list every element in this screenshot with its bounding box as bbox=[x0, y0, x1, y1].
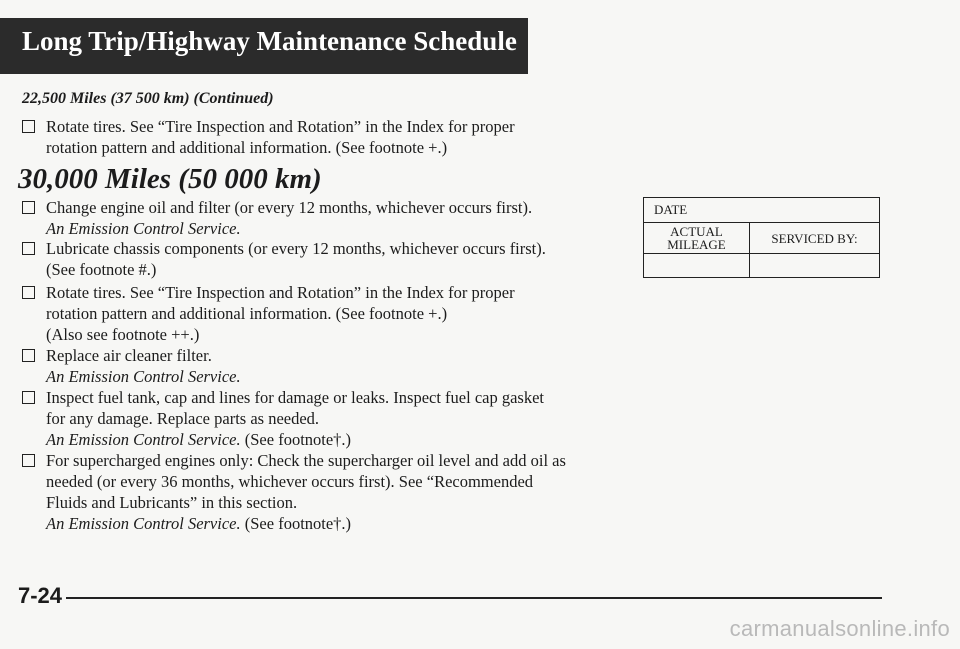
checklist-item bbox=[22, 116, 515, 158]
section-heading: 30,000 Miles (50 000 km) bbox=[18, 163, 322, 195]
checklist-item bbox=[22, 197, 532, 239]
checklist-item bbox=[22, 345, 241, 387]
item-line: Rotate tires. See “Tire Inspection and Rotation” in the Index for proper bbox=[46, 283, 515, 302]
item-line: (See footnote #.) bbox=[46, 260, 157, 279]
item-line: rotation pattern and additional information. (See footnote +.) bbox=[46, 304, 448, 323]
footnote-ref: (See footnote†.) bbox=[240, 514, 352, 533]
continued-heading: 22,500 Miles (37 500 km) (Continued) bbox=[22, 90, 274, 107]
item-line: Change engine oil and filter (or every 12 months, whichever occurs first). bbox=[46, 198, 533, 217]
item-line: Fluids and Lubricants” in this section. bbox=[46, 493, 298, 512]
footer-rule bbox=[66, 597, 882, 599]
item-line: Rotate tires. See “Tire Inspection and Rotation” in the Index for proper bbox=[46, 117, 515, 136]
checkbox-icon[interactable] bbox=[22, 286, 35, 299]
emission-note: An Emission Control Service. bbox=[46, 219, 241, 238]
checklist-item bbox=[22, 450, 566, 534]
item-line: (Also see footnote ++.) bbox=[46, 325, 200, 344]
checklist-item bbox=[22, 387, 544, 450]
item-line: Inspect fuel tank, cap and lines for damage or leaks. Inspect fuel cap gasket bbox=[46, 388, 545, 407]
emission-note: An Emission Control Service. bbox=[46, 514, 241, 533]
emission-note: An Emission Control Service. bbox=[46, 430, 241, 449]
page-title: Long Trip/Highway Maintenance Schedule bbox=[22, 26, 517, 56]
mileage-entry[interactable] bbox=[644, 254, 750, 278]
checkbox-icon[interactable] bbox=[22, 120, 35, 133]
service-record-table bbox=[643, 197, 880, 278]
checkbox-icon[interactable] bbox=[22, 454, 35, 467]
serviced-by-header: SERVICED BY: bbox=[750, 223, 880, 254]
mileage-header bbox=[644, 223, 750, 254]
emission-note: An Emission Control Service. bbox=[46, 367, 241, 386]
date-field[interactable] bbox=[644, 198, 880, 223]
checkbox-icon[interactable] bbox=[22, 242, 35, 255]
mileage-label-1: ACTUAL bbox=[670, 224, 723, 239]
item-line: For supercharged engines only: Check the supercharger oil level and add oil as bbox=[46, 451, 566, 470]
item-line: Replace air cleaner filter. bbox=[46, 346, 212, 365]
item-line: needed (or every 36 months, whichever occurs first). See “Recommended bbox=[46, 472, 534, 491]
footnote-ref: (See footnote†.) bbox=[240, 430, 352, 449]
watermark: carmanualsonline.info bbox=[729, 616, 950, 641]
mileage-label-2: MILEAGE bbox=[667, 237, 726, 252]
checklist-item bbox=[22, 238, 546, 280]
item-line: rotation pattern and additional information. (See footnote +.) bbox=[46, 138, 448, 157]
checkbox-icon[interactable] bbox=[22, 391, 35, 404]
checkbox-icon[interactable] bbox=[22, 201, 35, 214]
item-line: Lubricate chassis components (or every 12 months, whichever occurs first). bbox=[46, 239, 546, 258]
checkbox-icon[interactable] bbox=[22, 349, 35, 362]
item-line: for any damage. Replace parts as needed. bbox=[46, 409, 320, 428]
date-label: DATE bbox=[654, 202, 688, 217]
page-number: 7-24 bbox=[18, 583, 63, 608]
checklist-item bbox=[22, 282, 515, 345]
serviced-by-entry[interactable] bbox=[750, 254, 880, 278]
